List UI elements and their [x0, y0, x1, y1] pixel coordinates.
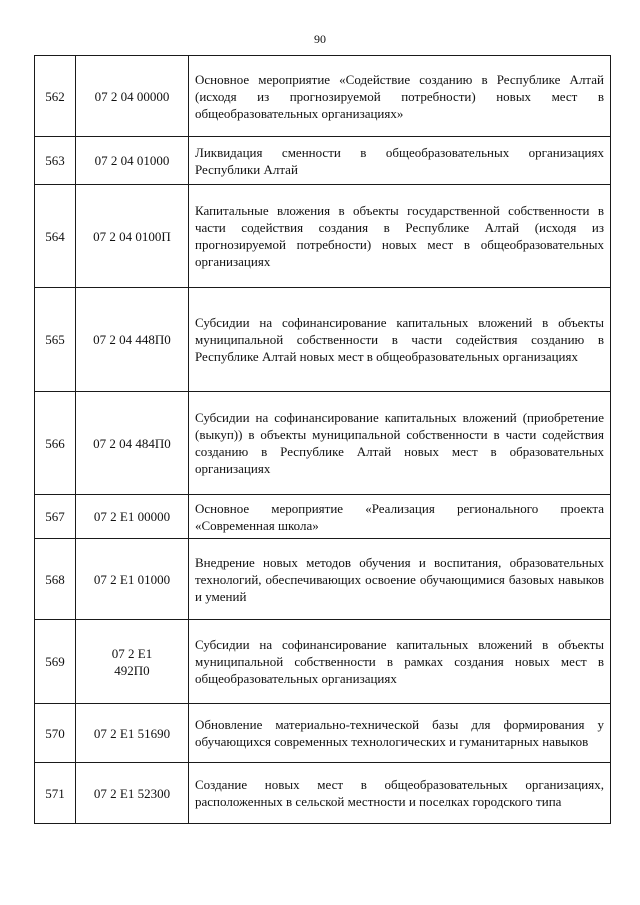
- row-number: 568: [35, 539, 76, 620]
- budget-classification-table: [34, 55, 611, 824]
- budget-code: 07 2 04 484П0: [76, 392, 189, 495]
- row-description: Основное мероприятие «Реализация регионального проекта «Современная школа»: [189, 495, 611, 539]
- budget-code: 07 2 04 448П0: [76, 288, 189, 392]
- table-row: [35, 763, 611, 824]
- row-description: Субсидии на софинансирование капитальных вложений в объекты муниципальной собственности в рамках создания новых мест в общеобразовательных организациях: [189, 620, 611, 704]
- budget-code: 07 2 E1 00000: [76, 495, 189, 539]
- table-row: [35, 185, 611, 288]
- row-number: 564: [35, 185, 76, 288]
- table-row: [35, 704, 611, 763]
- row-number: 567: [35, 495, 76, 539]
- row-description: Создание новых мест в общеобразовательных организациях, расположенных в сельской местности и поселках городского типа: [189, 763, 611, 824]
- row-description: Субсидии на софинансирование капитальных вложений (приобретение (выкуп)) в объекты муниципальной собственности в части содействия созданию в Республике Алтай новых мест в образовательных организациях: [189, 392, 611, 495]
- row-number: 571: [35, 763, 76, 824]
- budget-code: 07 2 04 0100П: [76, 185, 189, 288]
- row-description: Внедрение новых методов обучения и воспитания, образовательных технологий, обеспечивающих освоение обучающимися базовых навыков и умений: [189, 539, 611, 620]
- row-number: 565: [35, 288, 76, 392]
- row-description: Субсидии на софинансирование капитальных вложений в объекты муниципальной собственности в части содействия созданию в Республике Алтай новых мест в общеобразовательных организациях: [189, 288, 611, 392]
- row-number: 563: [35, 137, 76, 185]
- budget-code: 07 2 E1 01000: [76, 539, 189, 620]
- budget-code: 07 2 E1 492П0: [76, 620, 189, 704]
- row-description: Основное мероприятие «Содействие созданию в Республике Алтай (исходя из прогнозируемой потребности) новых мест в общеобразовательных организациях»: [189, 56, 611, 137]
- row-number: 569: [35, 620, 76, 704]
- table-row: [35, 56, 611, 137]
- table-row: [35, 288, 611, 392]
- row-description: Обновление материально-технической базы для формирования у обучающихся современных технологических и гуманитарных навыков: [189, 704, 611, 763]
- budget-code: 07 2 E1 51690: [76, 704, 189, 763]
- table-row: [35, 620, 611, 704]
- table-row: [35, 392, 611, 495]
- budget-code: 07 2 04 01000: [76, 137, 189, 185]
- row-description: Капитальные вложения в объекты государственной собственности в части содействия создания в Республике Алтай (исходя из прогнозируемой потребности) новых мест в общеобразовательных организациях: [189, 185, 611, 288]
- budget-code: 07 2 04 00000: [76, 56, 189, 137]
- page-number: 90: [314, 32, 326, 46]
- row-description: Ликвидация сменности в общеобразовательных организациях Республики Алтай: [189, 137, 611, 185]
- row-number: 570: [35, 704, 76, 763]
- row-number: 566: [35, 392, 76, 495]
- table-row: [35, 495, 611, 539]
- row-number: 562: [35, 56, 76, 137]
- table-row: [35, 539, 611, 620]
- table-row: [35, 137, 611, 185]
- budget-code: 07 2 E1 52300: [76, 763, 189, 824]
